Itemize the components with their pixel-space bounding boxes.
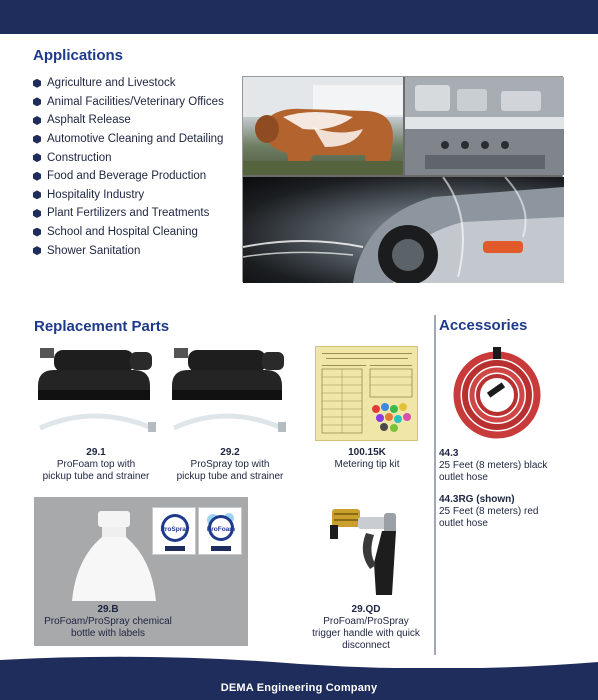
- list-item: Hospitality Industry: [33, 186, 224, 205]
- profoam-label-image: [198, 507, 242, 555]
- hexagon-bullet-icon: [33, 246, 41, 255]
- part-29-qd-caption: 29.QD ProFoam/ProSpray trigger handle with quick disconnect: [312, 604, 420, 651]
- profoam-top-image: [34, 346, 162, 442]
- car-washing-photo: [243, 177, 564, 283]
- list-item: School and Hospital Cleaning: [33, 223, 224, 242]
- application-photo-collage: [242, 76, 563, 282]
- kitchen-cleaning-photo: [405, 77, 564, 175]
- svg-text:ProFoam: ProFoam: [206, 526, 236, 533]
- accessories-heading: Accessories: [439, 317, 528, 334]
- hexagon-bullet-icon: [33, 228, 41, 237]
- list-item: Agriculture and Livestock: [33, 74, 224, 93]
- list-item: Shower Sanitation: [33, 241, 224, 260]
- part-29-b-caption: 29.B ProFoam/ProSpray chemical bottle with labels: [44, 604, 172, 639]
- accessory-44-3rg: 44.3RG (shown) 25 Feet (8 meters) red outlet hose: [439, 494, 539, 529]
- metering-tip-card-image: [315, 346, 418, 441]
- prospray-top-image: [168, 346, 292, 442]
- applications-list: [33, 74, 224, 260]
- prospray-label-image: [152, 507, 196, 555]
- section-divider: [434, 315, 436, 655]
- part-29-1-caption: 29.1 ProFoam top with pickup tube and strainer: [42, 447, 150, 482]
- applications-heading: Applications: [33, 47, 124, 64]
- part-29-2-caption: 29.2 ProSpray top with pickup tube and strainer: [176, 447, 284, 482]
- chemical-bottle-panel: [34, 497, 248, 646]
- cow-washing-photo: [243, 77, 403, 175]
- hexagon-bullet-icon: [33, 172, 41, 181]
- hexagon-bullet-icon: [33, 135, 41, 144]
- hexagon-bullet-icon: [33, 153, 41, 162]
- hexagon-bullet-icon: [33, 97, 41, 106]
- list-item: Plant Fertilizers and Treatments: [33, 204, 224, 223]
- list-item: Asphalt Release: [33, 111, 224, 130]
- accessory-44-3: 44.3 25 Feet (8 meters) black outlet hose: [439, 448, 548, 483]
- replacement-parts-heading: Replacement Parts: [34, 318, 170, 335]
- list-item: Food and Beverage Production: [33, 167, 224, 186]
- part-100-15k-caption: 100.15K Metering tip kit: [334, 447, 400, 470]
- footer-company-name: DEMA Engineering Company: [220, 682, 378, 694]
- svg-text:ProSpray: ProSpray: [160, 526, 190, 533]
- hexagon-bullet-icon: [33, 190, 41, 199]
- hexagon-bullet-icon: [33, 116, 41, 125]
- list-item: Animal Facilities/Veterinary Offices: [33, 93, 224, 112]
- red-hose-image: [447, 343, 547, 443]
- hexagon-bullet-icon: [33, 209, 41, 218]
- list-item: Construction: [33, 148, 224, 167]
- trigger-handle-image: [322, 503, 412, 601]
- top-banner: [0, 0, 598, 34]
- chemical-bottle-image: [64, 509, 164, 609]
- list-item: Automotive Cleaning and Detailing: [33, 130, 224, 149]
- hexagon-bullet-icon: [33, 79, 41, 88]
